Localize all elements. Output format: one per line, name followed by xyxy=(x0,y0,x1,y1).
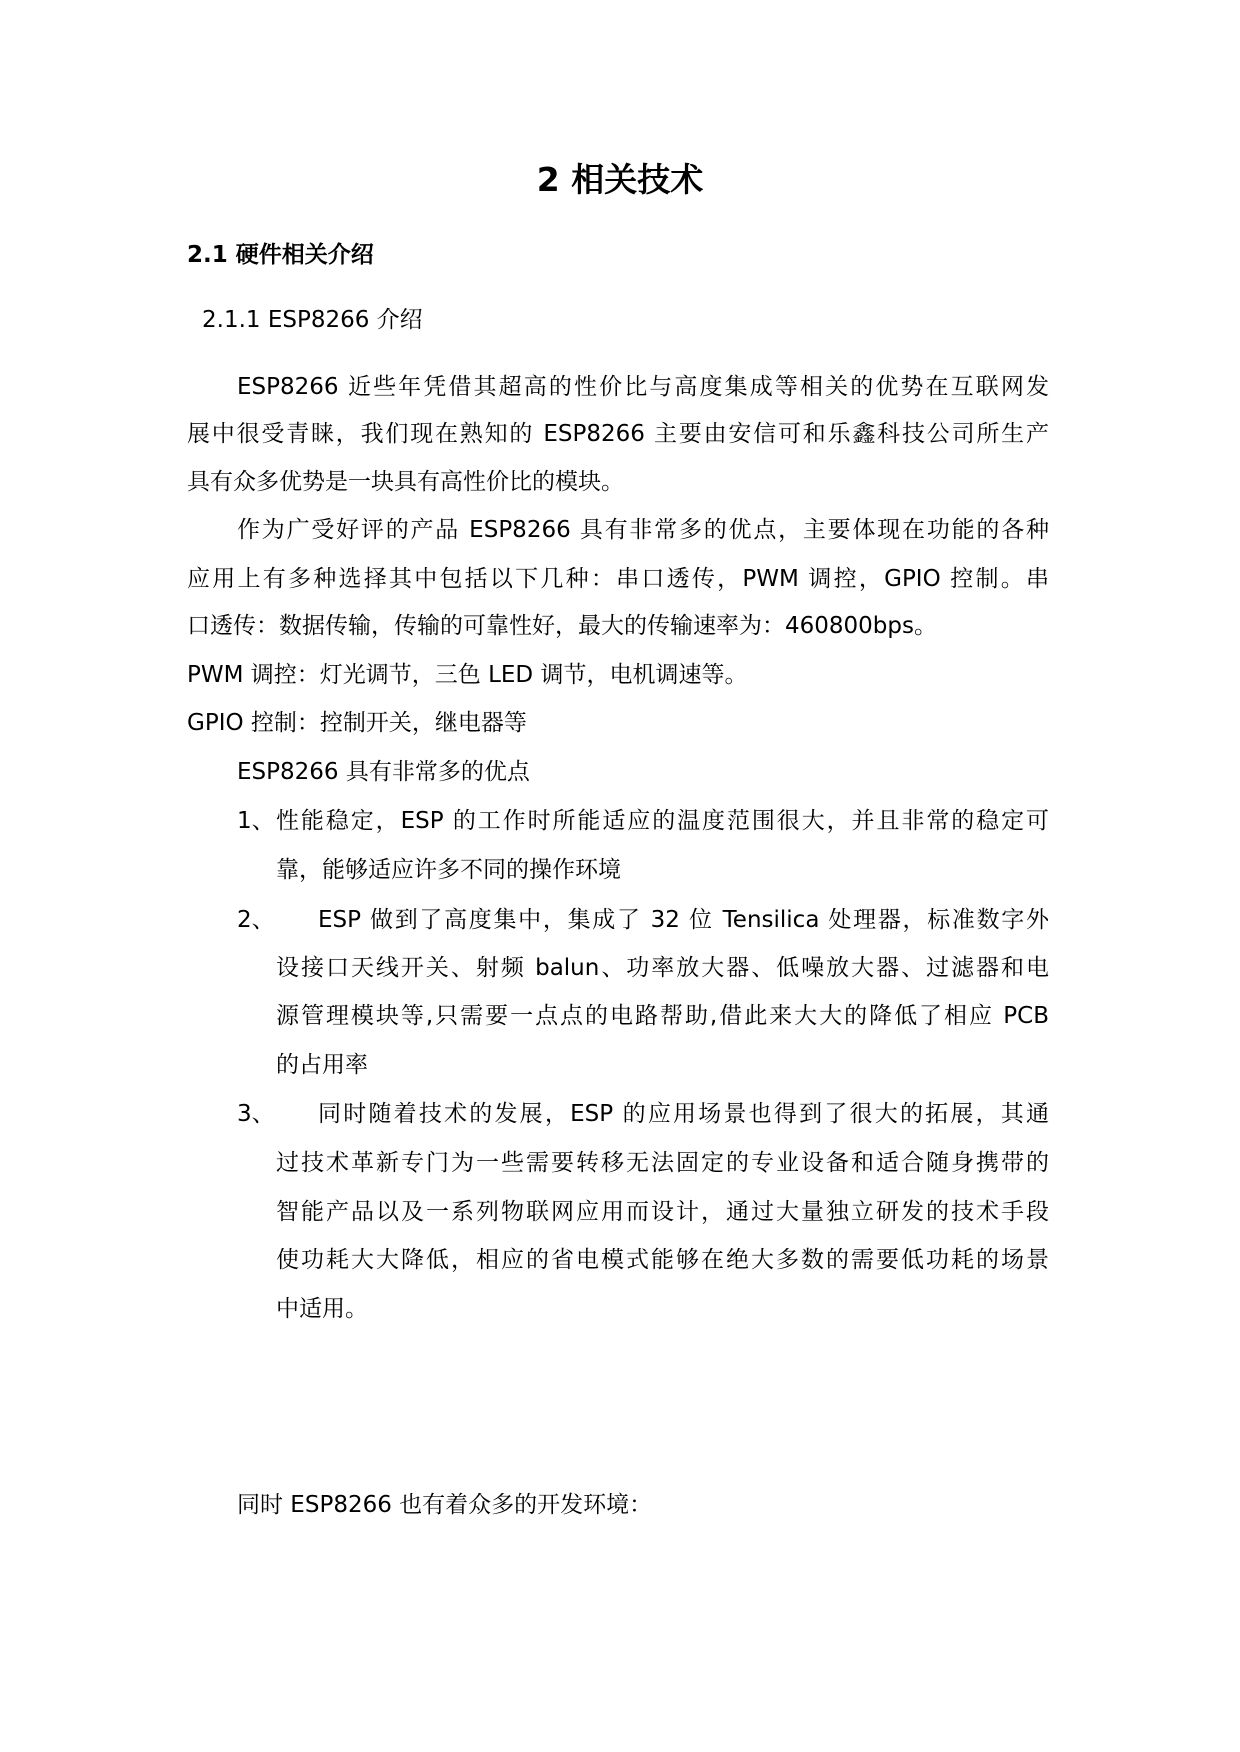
paragraph-1-line-1: ESP8266 近些年凭借其超高的性价比与高度集成等相关的优势在互联网发 xyxy=(237,374,1049,400)
paragraph-2-line-2: 应用上有多种选择其中包括以下几种：串口透传，PWM 调控，GPIO 控制。串 xyxy=(187,566,1049,592)
paragraph-2-line-3: 口透传：数据传输，传输的可靠性好，最大的传输速率为：460800bps。 xyxy=(187,613,937,639)
paragraph-1-line-3: 具有众多优势是一块具有高性价比的模块。 xyxy=(187,469,624,495)
list-item-3-line-3: 智能产品以及一系列物联网应用而设计，通过大量独立研发的技术手段 xyxy=(276,1199,1049,1225)
list-item-2-line-2: 设接口天线开关、射频 balun、功率放大器、低噪放大器、过滤器和电 xyxy=(276,955,1049,981)
dev-env-line: 同时 ESP8266 也有着众多的开发环境： xyxy=(237,1492,653,1518)
list-item-3-line-5: 中适用。 xyxy=(276,1296,368,1322)
list-item-2-line-1: ESP 做到了高度集中，集成了 32 位 Tensilica 处理器，标准数字外 xyxy=(318,907,1049,933)
subsection-title: 2.1.1 ESP8266 介绍 xyxy=(202,307,423,333)
list-item-3-line-2: 过技术革新专门为一些需要转移无法固定的专业设备和适合随身携带的 xyxy=(276,1150,1049,1176)
list-number-3: 3、 xyxy=(237,1101,275,1127)
pwm-line: PWM 调控：灯光调节，三色 LED 调节，电机调速等。 xyxy=(187,662,748,688)
list-item-2-line-4: 的占用率 xyxy=(276,1052,368,1078)
list-item-3-line-4: 使功耗大大降低，相应的省电模式能够在绝大多数的需要低功耗的场景 xyxy=(276,1247,1049,1273)
list-number-1: 1、 xyxy=(237,808,275,834)
advantages-intro: ESP8266 具有非常多的优点 xyxy=(237,759,530,785)
gpio-line: GPIO 控制：控制开关，继电器等 xyxy=(187,710,527,736)
list-item-2-line-3: 源管理模块等,只需要一点点的电路帮助,借此来大大的降低了相应 PCB xyxy=(276,1003,1049,1029)
paragraph-2-line-1: 作为广受好评的产品 ESP8266 具有非常多的优点，主要体现在功能的各种 xyxy=(237,517,1049,543)
list-item-3-line-1: 同时随着技术的发展，ESP 的应用场景也得到了很大的拓展，其通 xyxy=(318,1101,1049,1127)
list-item-1-line-2: 靠，能够适应许多不同的操作环境 xyxy=(276,857,621,883)
chapter-title: 2 相关技术 xyxy=(536,160,704,199)
list-number-2: 2、 xyxy=(237,907,275,933)
paragraph-1-line-2: 展中很受青睐，我们现在熟知的 ESP8266 主要由安信可和乐鑫科技公司所生产 xyxy=(187,421,1049,447)
list-item-1-line-1: 性能稳定，ESP 的工作时所能适应的温度范围很大，并且非常的稳定可 xyxy=(276,808,1049,834)
section-title: 2.1 硬件相关介绍 xyxy=(187,242,374,268)
